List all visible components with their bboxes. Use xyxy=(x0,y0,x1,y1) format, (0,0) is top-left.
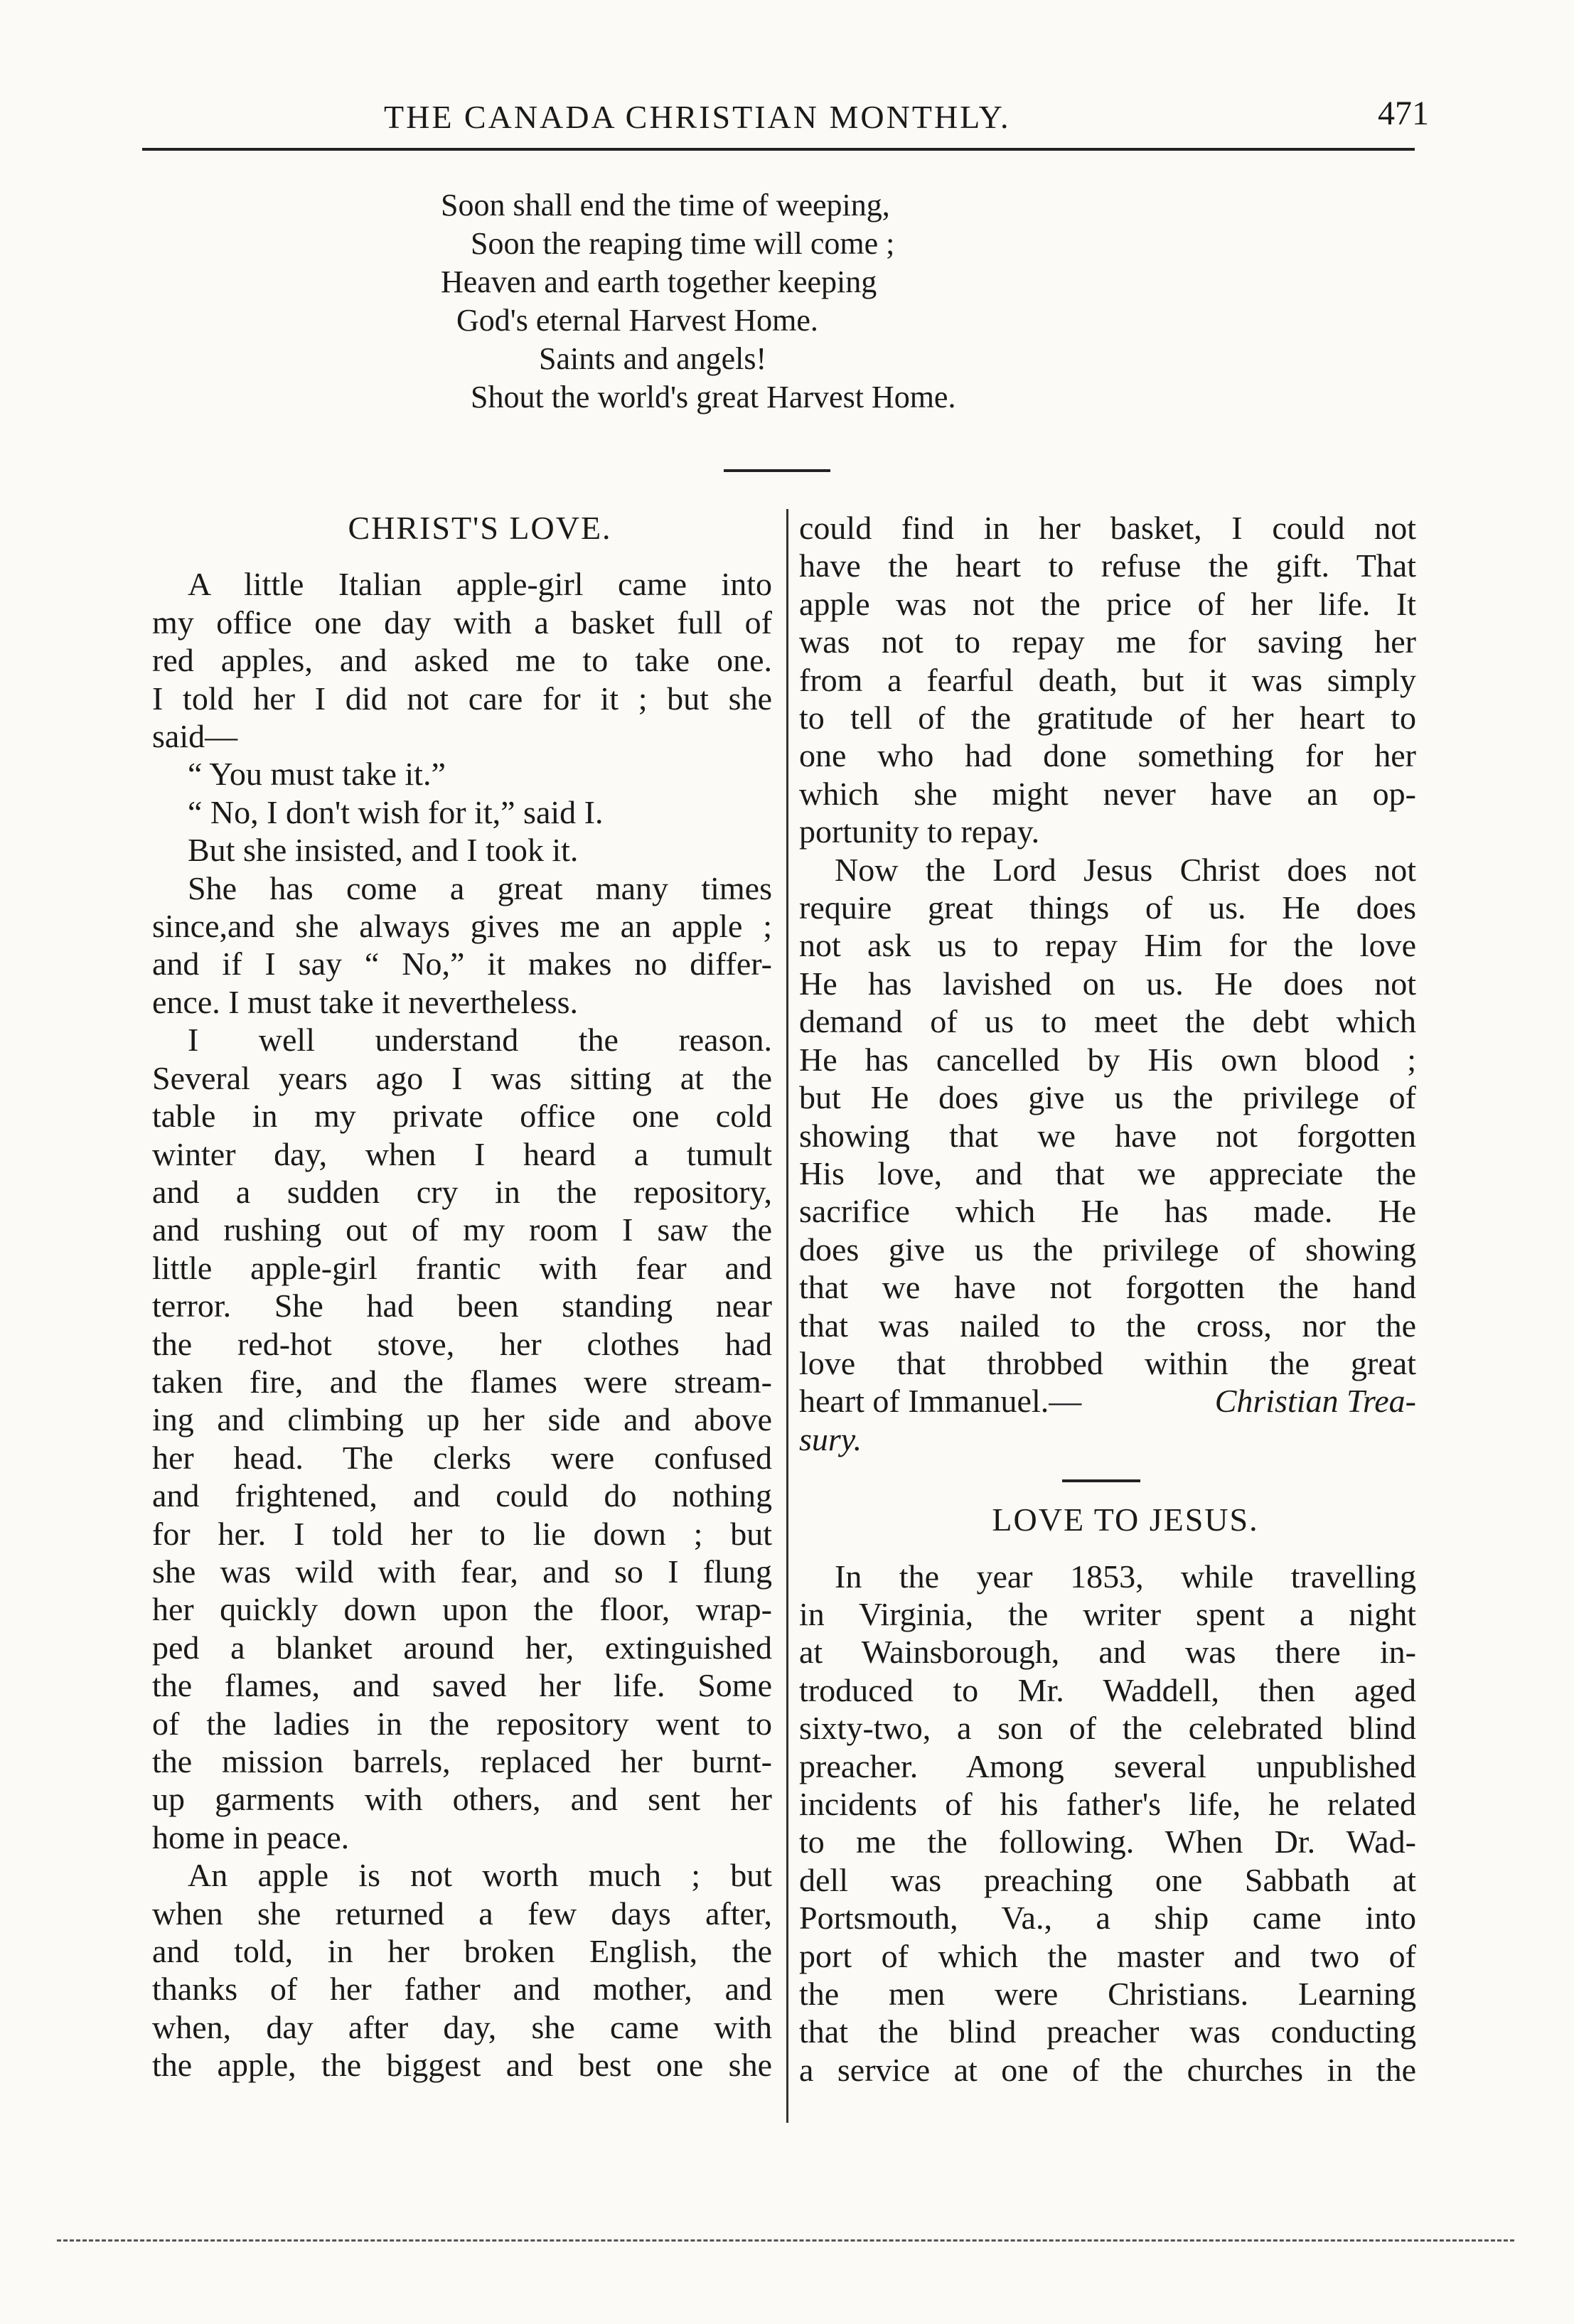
text-line: the apple, the biggest and best one she xyxy=(152,2047,772,2084)
section-divider xyxy=(1062,1479,1140,1482)
text-line: that we have not forgotten the hand xyxy=(799,1269,1416,1306)
text-line: “ You must take it.” xyxy=(188,756,446,793)
text-line: which she might never have an op- xyxy=(799,775,1416,812)
text-line: of the ladies in the repository went to xyxy=(152,1705,772,1742)
text-line: and rushing out of my room I saw the xyxy=(152,1211,772,1248)
text-line: up garments with others, and sent her xyxy=(152,1781,772,1818)
heading-spacer xyxy=(152,547,772,565)
text-line: that was nailed to the cross, nor the xyxy=(799,1307,1416,1344)
text-line: since,and she always gives me an apple ; xyxy=(152,908,772,945)
text-line: showing that we have not forgotten xyxy=(799,1117,1416,1154)
text-line: winter day, when I heard a tumult xyxy=(152,1135,772,1172)
text-line: the flames, and saved her life. Some xyxy=(152,1667,772,1704)
text-line: in Virginia, the writer spent a night xyxy=(799,1595,1416,1632)
text-line: ence. I must take it nevertheless. xyxy=(152,983,579,1020)
poem-line: Shout the world's great Harvest Home. xyxy=(471,380,956,414)
text-line: incidents of his father's life, he related xyxy=(799,1786,1416,1822)
text-line: “ No, I don't wish for it,” said I. xyxy=(188,793,604,830)
text-fragment: heart of Immanuel.— xyxy=(799,1383,1082,1420)
text-line: the red-hot stove, her clothes had xyxy=(152,1325,772,1362)
poem-stanza xyxy=(441,186,955,417)
text-line: preacher. Among several unpublished xyxy=(799,1747,1416,1784)
poem-line: Soon shall end the time of weeping, xyxy=(441,188,890,223)
right-column xyxy=(799,509,1416,2089)
text-line: one who had done something for her xyxy=(799,737,1416,774)
text-line: portunity to repay. xyxy=(799,813,1040,850)
text-line: and told, in her broken English, the xyxy=(152,1933,772,1970)
text-line: the men were Christians. Learning xyxy=(799,1976,1416,2013)
text-line: was not to repay me for saving her xyxy=(799,623,1416,660)
text-line: troduced to Mr. Waddell, then aged xyxy=(799,1671,1416,1708)
text-line: said— xyxy=(152,718,238,755)
text-line: does give us the privilege of showing xyxy=(799,1231,1416,1268)
source-citation: sury. xyxy=(799,1420,862,1457)
left-column xyxy=(152,509,772,2084)
text-line: Portsmouth, Va., a ship came into xyxy=(799,1900,1416,1937)
running-header-title: THE CANADA CHRISTIAN MONTHLY. xyxy=(384,99,1011,135)
text-line: my office one day with a basket full of xyxy=(152,604,772,641)
poem-line: Heaven and earth together keeping xyxy=(441,264,877,299)
text-line: apple was not the price of her life. It xyxy=(799,585,1416,622)
text-line: ing and climbing up her side and above xyxy=(152,1401,772,1438)
text-line: His love, and that we appreciate the xyxy=(799,1155,1416,1192)
text-line-with-source xyxy=(799,1382,1416,1420)
text-line: She has come a great many times xyxy=(188,869,772,906)
text-line: when, day after day, she came with xyxy=(152,2008,772,2045)
text-line: A little Italian apple-girl came into xyxy=(188,566,772,603)
text-line: little apple-girl frantic with fear and xyxy=(152,1249,772,1286)
article-heading: CHRIST'S LOVE. xyxy=(348,510,612,546)
text-line: But she insisted, and I took it. xyxy=(188,832,579,869)
text-line: table in my private office one cold xyxy=(152,1098,772,1135)
poem-line: Saints and angels! xyxy=(539,341,767,376)
text-line: An apple is not worth much ; but xyxy=(188,1857,772,1894)
text-line: from a fearful death, but it was simply xyxy=(799,661,1416,698)
page-number: 471 xyxy=(1378,95,1429,132)
text-line: home in peace. xyxy=(152,1819,350,1856)
text-line: but He does give us the privilege of xyxy=(799,1079,1416,1116)
text-line: port of which the master and two of xyxy=(799,1937,1416,1974)
article-heading: LOVE TO JESUS. xyxy=(992,1501,1259,1538)
text-line: her quickly down upon the floor, wrap- xyxy=(152,1591,772,1628)
text-line: to tell of the gratitude of her heart to xyxy=(799,700,1416,737)
header-rule xyxy=(142,148,1415,151)
poem-line: Soon the reaping time will come ; xyxy=(471,226,895,261)
text-line: require great things of us. He does xyxy=(799,889,1416,926)
section-divider-area xyxy=(799,1458,1416,1501)
text-line: He has cancelled by His own blood ; xyxy=(799,1041,1416,1078)
section-divider xyxy=(724,469,830,472)
text-line: demand of us to meet the debt which xyxy=(799,1003,1416,1040)
text-line: and if I say “ No,” it makes no differ- xyxy=(152,946,772,982)
text-line: at Wainsborough, and was there in- xyxy=(799,1634,1416,1671)
text-line: terror. She had been standing near xyxy=(152,1287,772,1324)
text-line: taken fire, and the flames were stream- xyxy=(152,1363,772,1400)
text-line: could find in her basket, I could not xyxy=(799,510,1416,546)
text-line: In the year 1853, while travelling xyxy=(835,1558,1416,1595)
text-line: not ask us to repay Him for the love xyxy=(799,927,1416,964)
text-line: have the heart to refuse the gift. That xyxy=(799,547,1416,584)
text-line: sacrifice which He has made. He xyxy=(799,1193,1416,1230)
text-line: that the blind preacher was conducting xyxy=(799,2013,1416,2050)
text-line: and frightened, and could do nothing xyxy=(152,1477,772,1514)
page-bottom-edge xyxy=(57,2239,1514,2242)
text-line: dell was preaching one Sabbath at xyxy=(799,1861,1416,1898)
text-line: red apples, and asked me to take one. xyxy=(152,642,772,679)
text-line: she was wild with fear, and so I flung xyxy=(152,1553,772,1590)
text-line: ped a blanket around her, extinguished xyxy=(152,1629,772,1666)
text-line: He has lavished on us. He does not xyxy=(799,965,1416,1002)
text-line: Several years ago I was sitting at the xyxy=(152,1059,772,1096)
text-line: for her. I told her to lie down ; but xyxy=(152,1515,772,1552)
text-line: thanks of her father and mother, and xyxy=(152,1971,772,2008)
text-line: to me the following. When Dr. Wad- xyxy=(799,1824,1416,1860)
text-line: sixty-two, a son of the celebrated blind xyxy=(799,1710,1416,1747)
column-divider xyxy=(786,509,788,2123)
text-line: and a sudden cry in the repository, xyxy=(152,1173,772,1210)
poem-line: God's eternal Harvest Home. xyxy=(456,303,818,338)
heading-spacer xyxy=(799,1539,1416,1558)
text-line: I well understand the reason. xyxy=(188,1022,772,1059)
text-line: love that throbbed within the great xyxy=(799,1344,1416,1381)
text-line: when she returned a few days after, xyxy=(152,1895,772,1932)
source-citation: Christian Trea- xyxy=(1214,1383,1416,1420)
text-line: Now the Lord Jesus Christ does not xyxy=(835,851,1416,888)
text-line: her head. The clerks were confused xyxy=(152,1439,772,1476)
text-line: I told her I did not care for it ; but she xyxy=(152,680,772,717)
text-line: the mission barrels, replaced her burnt- xyxy=(152,1743,772,1779)
text-line: a service at one of the churches in the xyxy=(799,2051,1416,2088)
